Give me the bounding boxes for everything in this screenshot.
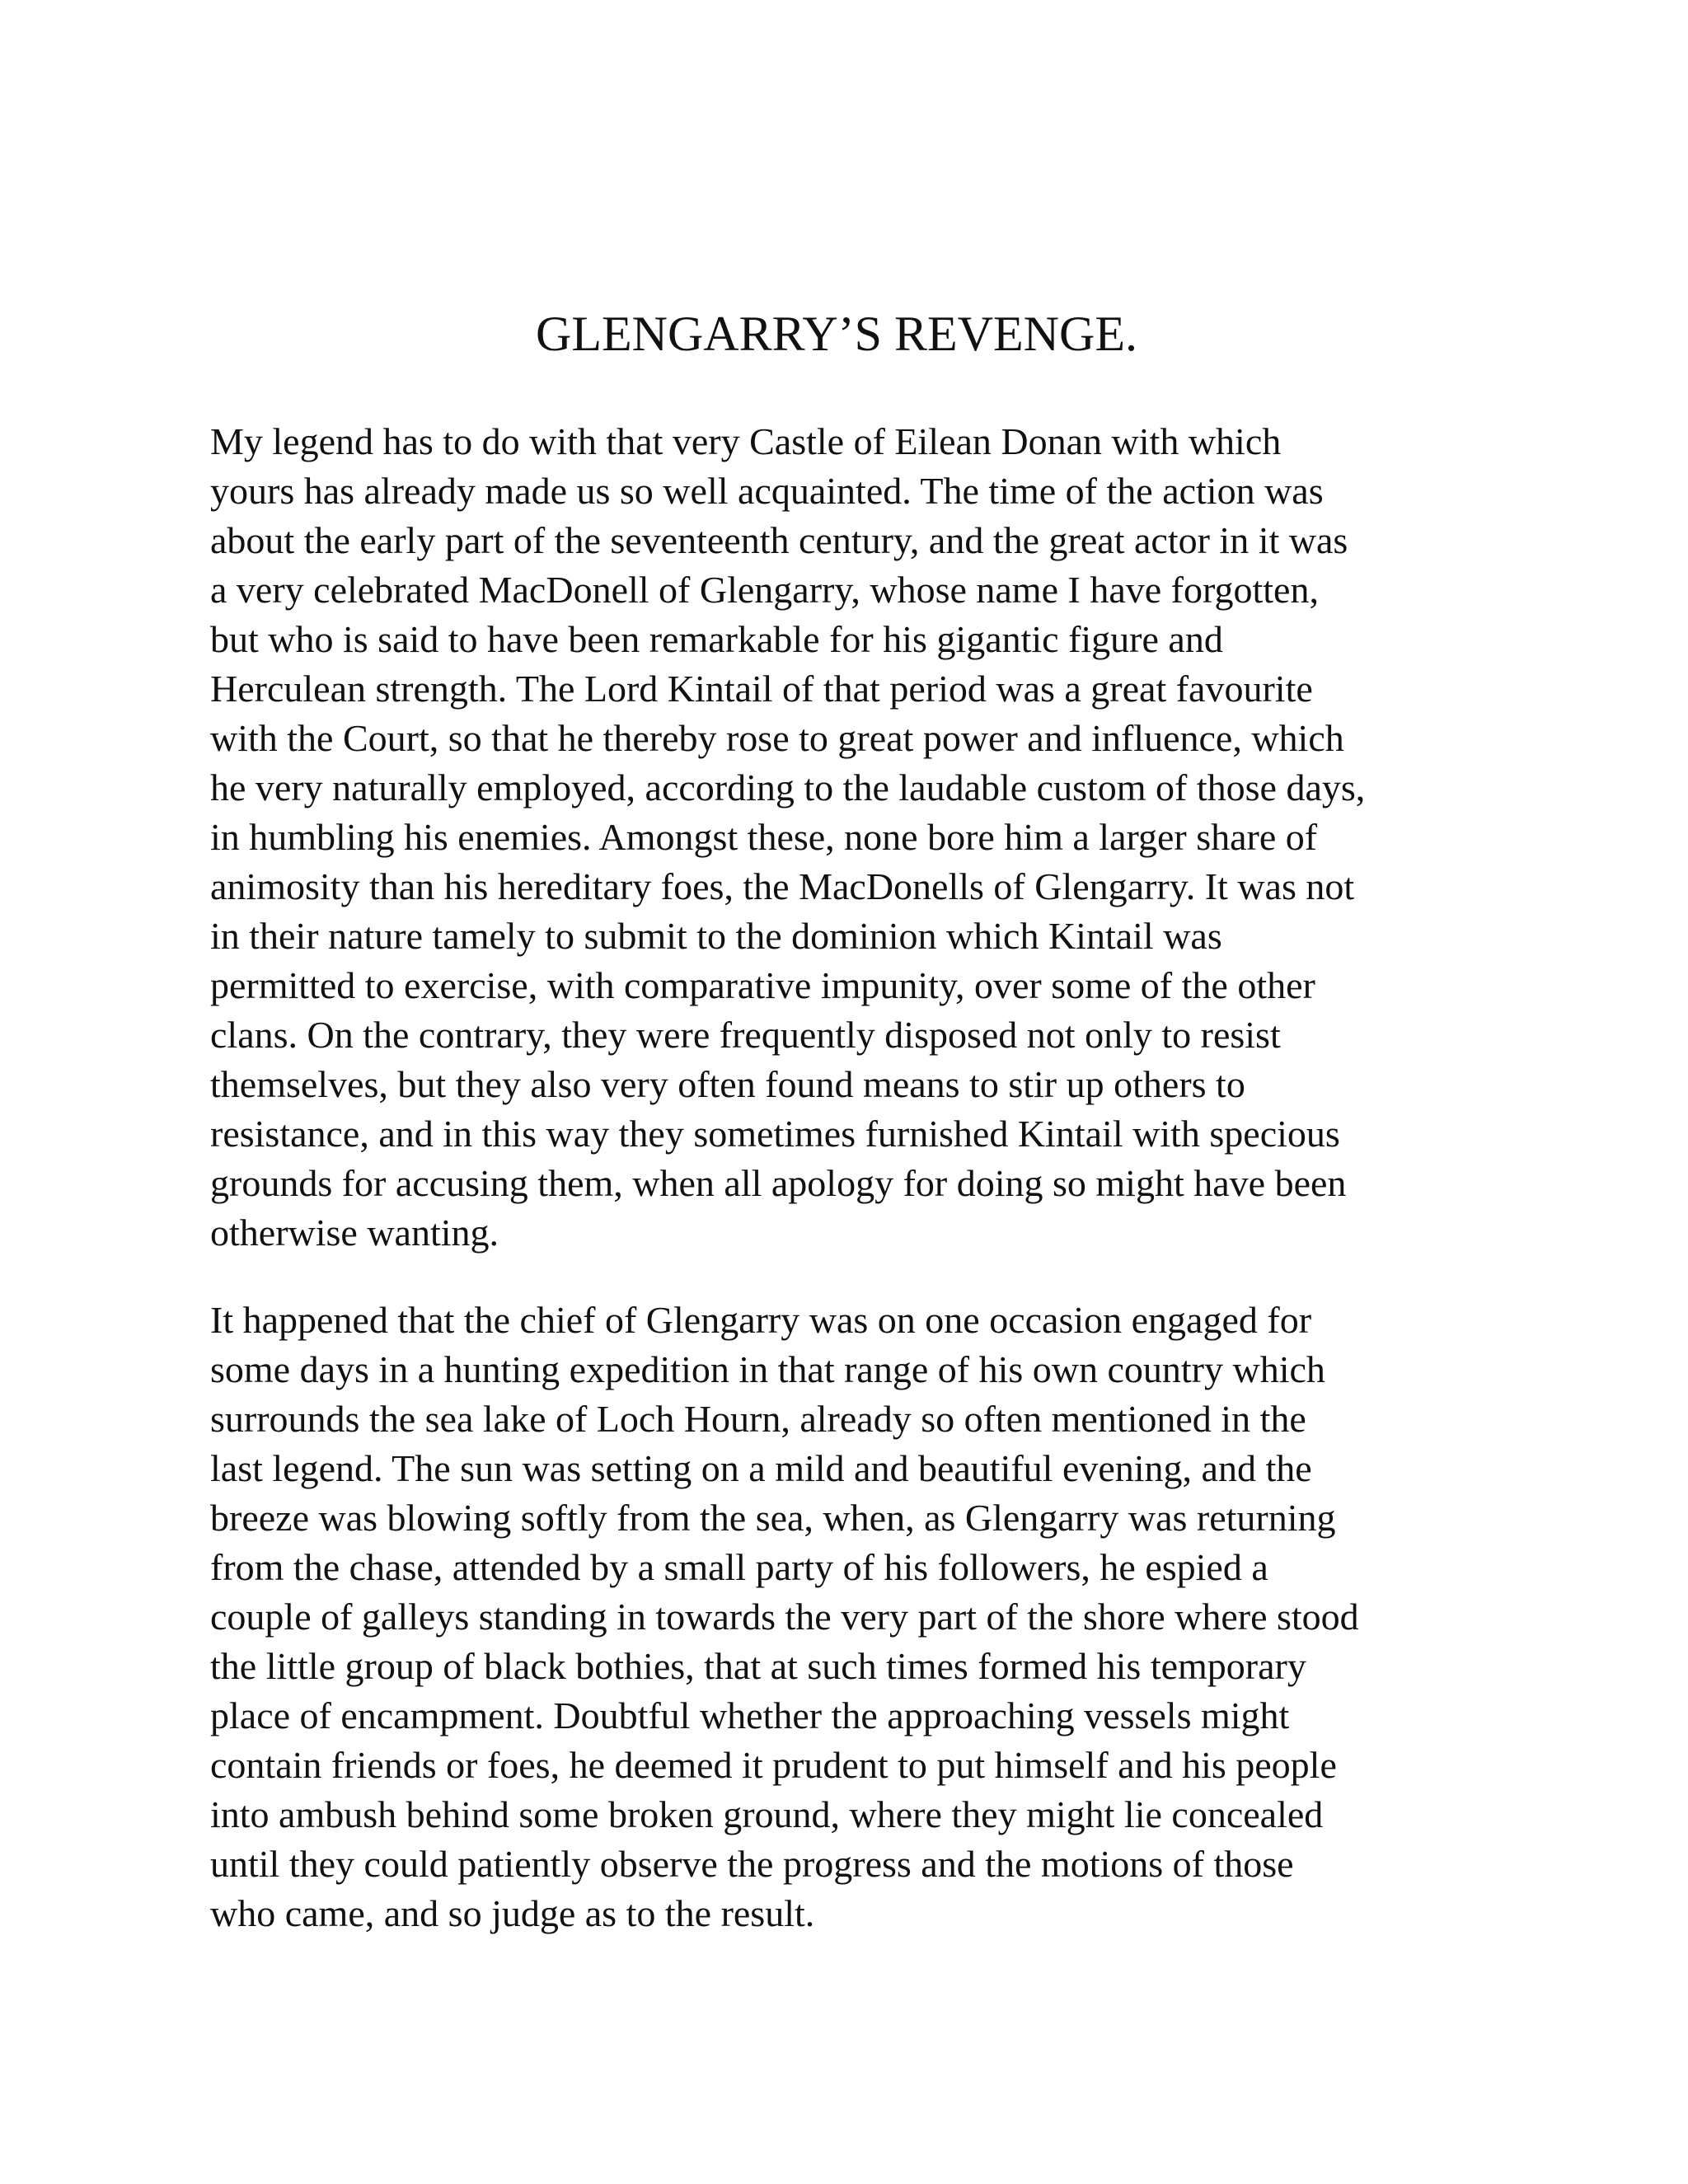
text-line: surrounds the sea lake of Loch Hourn, already so often mentioned in the — [210, 1398, 1306, 1440]
text-line: It happened that the chief of Glengarry was on one occasion engaged for — [210, 1299, 1312, 1341]
text-line: a very celebrated MacDonell of Glengarry, whose name I have forgotten, — [210, 569, 1319, 611]
text-line: clans. On the contrary, they were frequently disposed not only to resist — [210, 1014, 1281, 1056]
text-line: place of encampment. Doubtful whether the approaching vessels might — [210, 1694, 1290, 1736]
body-text — [210, 417, 1529, 1976]
text-line: otherwise wanting. — [210, 1212, 499, 1254]
text-line: yours has already made us so well acquainted. The time of the action was — [210, 470, 1324, 512]
text-line: My legend has to do with that very Castle of Eilean Donan with which — [210, 420, 1282, 462]
page-title: GLENGARRY’S REVENGE. — [536, 307, 1137, 361]
text-line: themselves, but they also very often found means to stir up others to — [210, 1063, 1245, 1105]
text-line: from the chase, attended by a small party of his followers, he espied a — [210, 1546, 1268, 1588]
text-line: breeze was blowing softly from the sea, when, as Glengarry was returning — [210, 1497, 1336, 1539]
text-line: in their nature tamely to submit to the dominion which Kintail was — [210, 915, 1222, 957]
text-line: he very naturally employed, according to the laudable custom of those days, — [210, 766, 1366, 808]
text-line: with the Court, so that he thereby rose to great power and influence, which — [210, 717, 1344, 759]
text-line: grounds for accusing them, when all apology for doing so might have been — [210, 1162, 1347, 1204]
text-line: but who is said to have been remarkable for his gigantic figure and — [210, 618, 1223, 660]
text-line: couple of galleys standing in towards the very part of the shore where stood — [210, 1596, 1359, 1638]
text-line: into ambush behind some broken ground, where they might lie concealed — [210, 1793, 1324, 1835]
paragraph-2 — [210, 1296, 1529, 1938]
text-line: in humbling his enemies. Amongst these, none bore him a larger share of — [210, 816, 1318, 858]
paragraph-1 — [210, 417, 1529, 1258]
text-line: animosity than his hereditary foes, the MacDonells of Glengarry. It was not — [210, 865, 1355, 907]
text-line: until they could patiently observe the progress and the motions of those — [210, 1843, 1294, 1885]
text-line: contain friends or foes, he deemed it prudent to put himself and his people — [210, 1744, 1337, 1786]
text-line: permitted to exercise, with comparative impunity, over some of the other — [210, 964, 1315, 1006]
text-line: last legend. The sun was setting on a mild and beautiful evening, and the — [210, 1447, 1312, 1489]
text-line: about the early part of the seventeenth century, and the great actor in it was — [210, 519, 1348, 561]
text-line: Herculean strength. The Lord Kintail of that period was a great favourite — [210, 668, 1313, 710]
text-line: resistance, and in this way they sometimes furnished Kintail with specious — [210, 1113, 1340, 1155]
text-line: who came, and so judge as to the result. — [210, 1892, 815, 1934]
text-line: the little group of black bothies, that at such times formed his temporary — [210, 1645, 1306, 1687]
text-line: some days in a hunting expedition in that range of his own country which — [210, 1348, 1325, 1390]
